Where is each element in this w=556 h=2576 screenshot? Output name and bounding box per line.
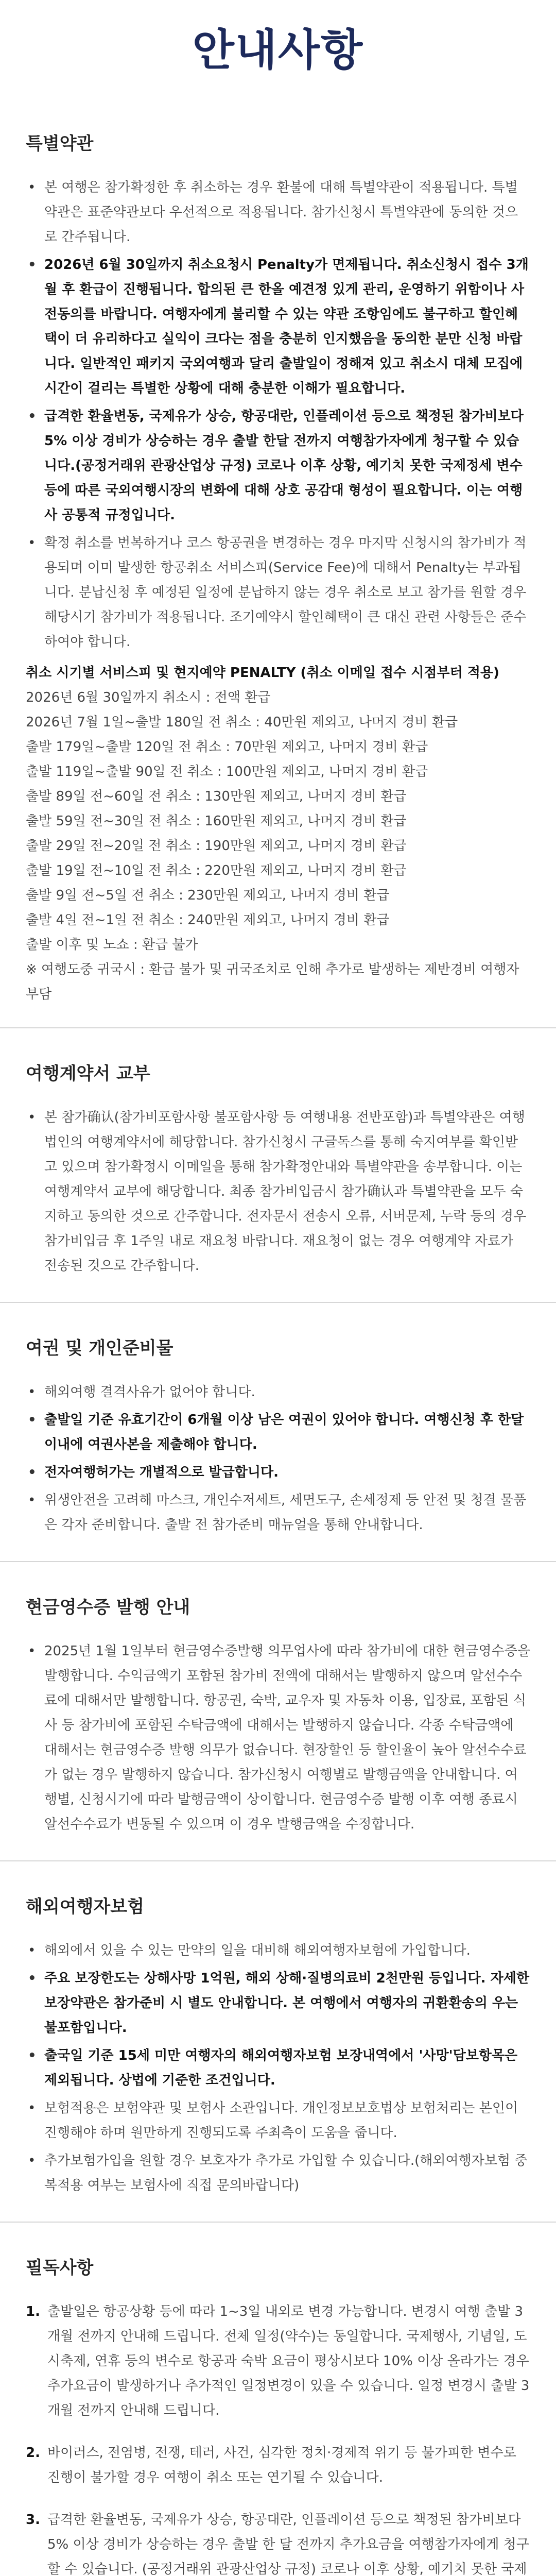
list-item: • 본 참가确认(참가비포함사항 불포함사항 등 여행내용 전반포함)과 특별약관은 여행법인의 여행계약서에 해당합니다. 참가신청시 구글독스를 통해 숙지여부를 확인받고 있으며 참가확정시 이메일을 통해 참가확정안내와 특별약관을 송부합니다. 이는 여행계약서 교부에 해당합니다. 최종 참가비입금시 참가确认과 특별약관을 모두 숙지하고 동의한 것으로 간주합니다. 전자문서 전송시 오류, 서버문제, 누락 등의 경우 참가비입금 후 1주일 내로 재요청 바랍니다. 재요청이 없는 경우 여행계약 자료가 전송된 것으로 간주합니다. [26, 1105, 530, 1278]
list-item: • 위생안전을 고려해 마스크, 개인수저세트, 세면도구, 손세정제 등 안전 및 청결 물품은 각자 준비합니다. 출발 전 참가준비 매뉴얼을 통해 안내합니다. [26, 1488, 530, 1537]
numbered-item: 3. 급격한 환율변동, 국제유가 상승, 항공대란, 인플레이션 등으로 책정된 참가비보다 5% 이상 경비가 상승하는 경우 출발 한 달 전까지 추가요금을 여행참가자에게 청구할 수 있습니다. (공정거래위 관광산업상 규정) 코로나 이후 상황, 예기치 못한 국제 [26, 2507, 530, 2576]
list-item: • 전자여행허가는 개별적으로 발급합니다. [26, 1460, 530, 1485]
numbered-item-text: 출발일은 항공상황 등에 따라 1~3일 내외로 변경 가능합니다. 변경시 여행 출발 3개월 전까지 안내해 드립니다. 전체 일정(약수)는 동일합니다. 국제행사, 기념일, 도시축제, 연휴 등의 변수로 항공과 숙박 요금이 평상시보다 10% 이상 올라가는 경우 추가요금이 발생하거나 추가적인 일정변경이 있을 수 있습니다. 일정 변경시 출발 3개월 전까지 안내해 드립니다. [47, 2304, 530, 2418]
section-heading: 해외여행자보험 [26, 1896, 144, 1917]
list-item: • 추가보험가입을 원할 경우 보호자가 추가로 가입할 수 있습니다.(해외여행자보험 중복적용 여부는 보험사에 직접 문의바랍니다) [26, 2148, 530, 2198]
receipt-section [0, 1562, 556, 1860]
numbered-item-text: 바이러스, 전염병, 전쟁, 테러, 사건, 심각한 정치·경제적 위기 등 불가피한 변수로 진행이 불가할 경우 여행이 취소 또는 연기될 수 있습니다. [47, 2445, 516, 2485]
list-item: • 해외여행 결격사유가 없어야 합니다. [26, 1380, 530, 1404]
section-heading: 여권 및 개인준비물 [26, 1338, 173, 1359]
section-heading: 여행계약서 교부 [26, 1063, 150, 1084]
contract-section [0, 1028, 556, 1302]
numbered-item: 1. 출발일은 항공상황 등에 따라 1~3일 내외로 변경 가능합니다. 변경시 여행 출발 3개월 전까지 안내해 드립니다. 전체 일정(약수)는 동일합니다. 국제행사, 기념일, 도시축제, 연휴 등의 변수로 항공과 숙박 요금이 평상시보다 10% 이상 올라가는 경우 추가요금이 발생하거나 추가적인 일정변경이 있을 수 있습니다. 일정 변경시 출발 3개월 전까지 안내해 드립니다. [26, 2304, 530, 2418]
list-item: • 출발일 기준 유효기간이 6개월 이상 남은 여권이 있어야 합니다. 여행신청 후 한달 이내에 여권사본을 제출해야 합니다. [26, 1408, 530, 1457]
section-heading: 특별약관 [26, 133, 94, 154]
list-item: • 확정 취소를 번복하거나 코스 항공권을 변경하는 경우 마지막 신청시의 참가비가 적용되며 이미 발생한 항공취소 서비스피(Service Fee)에 대해서 Penalty는 부과됩니다. 분납신청 후 예정된 일정에 분납하지 않는 경우 취소로 보고 참가를 원할 경우 해당시기 참가비가 적용됩니다. 조기예약시 할인혜택이 큰 대신 관련 사항들은 준수하여야 합니다. [26, 531, 530, 654]
list-item: • 보험적용은 보험약관 및 보험사 소관입니다. 개인정보보호법상 보험처리는 본인이 진행해야 하며 원만하게 진행되도록 주최측이 도움을 줍니다. [26, 2096, 530, 2145]
notes-section [0, 2223, 556, 2576]
penalty-line: 출발 19일 전~10일 전 취소 : 220만원 제외고, 나머지 경비 환급 [26, 863, 407, 878]
list-item: • 본 여행은 참가확정한 후 취소하는 경우 환불에 대해 특별약관이 적용됩니다. 특별약관은 표준약관보다 우선적으로 적용됩니다. 참가신청시 특별약관에 동의한 것으로 간주됩니다. [26, 175, 530, 249]
penalty-title: 취소 시기별 서비스피 및 현지예약 PENALTY (취소 이메일 접수 시점부터 적용) [26, 665, 499, 681]
passport-section [0, 1303, 556, 1561]
penalty-line: 출발 9일 전~5일 전 취소 : 230만원 제외고, 나머지 경비 환급 [26, 888, 390, 903]
penalty-line: 출발 119일~출발 90일 전 취소 : 100만원 제외고, 나머지 경비 환급 [26, 764, 428, 779]
numbered-item-text: 급격한 환율변동, 국제유가 상승, 항공대란, 인플레이션 등으로 책정된 참가비보다 5% 이상 경비가 상승하는 경우 출발 한 달 전까지 추가요금을 여행참가자에게 청구할 수 있습니다. (공정거래위 관광산업상 규정) 코로나 이후 상황, 예기치 못한 국제 [47, 2512, 529, 2576]
list-item: • 급격한 환율변동, 국제유가 상승, 항공대란, 인플레이션 등으로 책정된 참가비보다 5% 이상 경비가 상승하는 경우 출발 한달 전까지 여행참가자에게 청구할 수 있습니다.(공정거래위 관광산업상 규정) 코로나 이후 상황, 예기치 못한 국제정세 변수 등에 따른 국외여행시장의 변화에 대해 상호 공감대 형성이 필요합니다. 이는 여행사 공통적 규정입니다. [26, 404, 530, 528]
penalty-line: 출발 4일 전~1일 전 취소 : 240만원 제외고, 나머지 경비 환급 [26, 912, 390, 928]
section-heading: 필독사항 [26, 2258, 94, 2278]
penalty-line: 2026년 6월 30일까지 취소시 : 전액 환급 [26, 690, 271, 705]
penalty-line: 출발 59일 전~30일 전 취소 : 160만원 제외고, 나머지 경비 환급 [26, 814, 407, 829]
section-heading: 현금영수증 발행 안내 [26, 1597, 190, 1618]
numbered-item: 2. 바이러스, 전염병, 전쟁, 테러, 사건, 심각한 정치·경제적 위기 등 불가피한 변수로 진행이 불가할 경우 여행이 취소 또는 연기될 수 있습니다. [26, 2445, 516, 2485]
page-title: 안내사항 [192, 25, 364, 75]
list-item: • 2026년 6월 30일까지 취소요청시 Penalty가 면제됩니다. 취소신청시 접수 3개월 후 환급이 진행됩니다. 합의된 큰 한올 예견정 있게 관리, 운영하기 위함이나 사전동의를 바랍니다. 여행자에게 불리할 수 있는 약관 조항임에도 불구하고 할인혜택이 더 유리하다고 실익이 크다는 점을 충분히 인지했음을 동의한 분만 신청 바랍니다. 일반적인 패키지 국외여행과 달리 출발일이 정해져 있고 취소시 대체 모집에 시간이 걸리는 특별한 상황에 대해 충분한 이해가 필요합니다. [26, 252, 530, 401]
penalty-line: 2026년 7월 1일~출발 180일 전 취소 : 40만원 제외고, 나머지 경비 환급 [26, 715, 458, 730]
list-item: • 출국일 기준 15세 미만 여행자의 해외여행자보험 보장내역에서 '사망'담보항목은 제외됩니다. 상법에 기준한 조건입니다. [26, 2043, 530, 2093]
penalty-line: ※ 여행도중 귀국시 : 환급 불가 및 귀국조치로 인해 추가로 발생하는 제반경비 여행자 부담 [26, 962, 519, 1002]
penalty-line: 출발 이후 및 노쇼 : 환급 불가 [26, 937, 198, 953]
penalty-line: 출발 29일 전~20일 전 취소 : 190만원 제외고, 나머지 경비 환급 [26, 838, 407, 854]
penalty-line: 출발 89일 전~60일 전 취소 : 130만원 제외고, 나머지 경비 환급 [26, 789, 407, 804]
insurance-section [0, 1861, 556, 2222]
list-item: • 주요 보장한도는 상해사망 1억원, 해외 상해·질병의료비 2천만원 등입니다. 자세한 보장약관은 참가준비 시 별도 안내합니다. 본 여행에서 여행자의 귀환환송의 우는 불포함입니다. [26, 1966, 530, 2040]
list-item: • 2025년 1월 1일부터 현금영수증발행 의무업사에 따라 참가비에 대한 현금영수증을 발행합니다. 수익금액기 포함된 참가비 전액에 대해서는 발행하지 않으며 알선수수료에 대해서만 발행합니다. 항공권, 숙박, 교우자 및 자동차 이용, 입장료, 포함된 식사 등 참가비에 포함된 수탁금액에 대해서는 발행하지 않습니다. 각종 수탁금액에 대해서는 현금영수증 발행 의무가 없습니다. 현장할인 등 할인율이 높아 알선수수료가 없는 경우 발행하지 않습니다. 참가신청시 여행별로 발행금액을 안내합니다. 여행별, 신청시기에 따라 발행금액이 상이합니다. 현금영수증 발행 이후 여행 종료시 알선수수료가 변동될 수 있으며 이 경우 발행금액을 수정합니다. [26, 1639, 530, 1837]
list-item: • 해외에서 있을 수 있는 만약의 일을 대비해 해외여행자보험에 가입합니다. [26, 1938, 530, 1963]
special-terms-section [0, 98, 556, 1027]
penalty-line: 출발 179일~출발 120일 전 취소 : 70만원 제외고, 나머지 경비 환급 [26, 739, 428, 755]
